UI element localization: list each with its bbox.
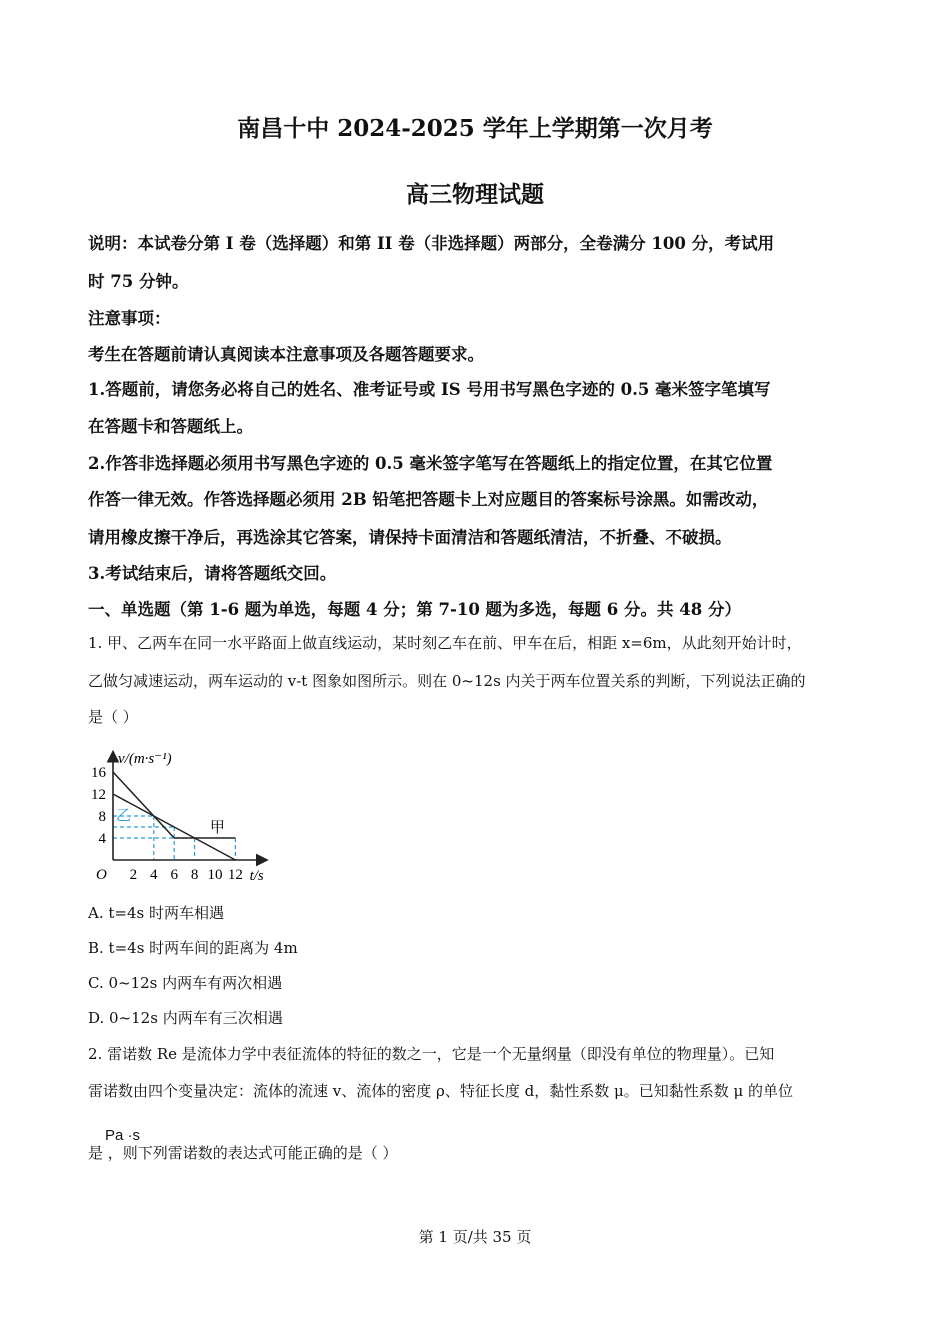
question-text: 乙做匀减速运动，两车运动的 v-t 图象如图所示。则在 0~12s 内关于两车位置关系的判断，下列说法正确的 — [88, 672, 806, 690]
y-axis-label: v/(m·s⁻¹) — [118, 751, 172, 767]
x-tick-label: 8 — [190, 867, 199, 883]
option-d: D. 0~12s 内两车有三次相遇 — [88, 1009, 283, 1027]
y-tick-label: 8 — [98, 809, 106, 825]
instruction-line: 3.考试结束后，请将答题纸交回。 — [88, 564, 337, 583]
series-label-yi: 乙 — [116, 808, 132, 824]
question-text: 是 ，则下列雷诺数的表达式可能正确的是（ ） — [88, 1144, 398, 1162]
instruction-line: 时 75 分钟。 — [88, 272, 189, 291]
y-tick-label: 4 — [98, 831, 106, 847]
page-title: 南昌十中 2024-2025 学年上学期第一次月考 — [237, 115, 713, 142]
x-axis-label: t/s — [249, 868, 264, 884]
x-tick-label: 6 — [170, 867, 178, 883]
instruction-line: 作答一律无效。作答选择题必须用 2B 铅笔把答题卡上对应题目的答案标号涂黑。如需改动， — [88, 490, 769, 509]
x-tick-label: 2 — [129, 867, 138, 883]
option-b: B. t=4s 时两车间的距离为 4m — [88, 939, 298, 957]
y-tick-label: 16 — [91, 765, 106, 781]
section-heading: 一、单选题（第 1-6 题为单选，每题 4 分；第 7-10 题为多选，每题 6 分。共 48 分） — [88, 600, 741, 619]
instruction-line: 请用橡皮擦干净后，再选涂其它答案，请保持卡面清洁和答题纸清洁，不折叠、不破损。 — [88, 528, 732, 547]
unit-fraction: Pa ·s — [105, 1127, 141, 1144]
question-text: 雷诺数由四个变量决定：流体的流速 v、流体的密度 ρ、特征长度 d，黏性系数 μ。已知黏性系数 μ 的单位 — [88, 1082, 794, 1100]
instruction-line: 在答题卡和答题纸上。 — [88, 417, 253, 436]
question-text: 是（ ） — [88, 708, 138, 726]
x-tick-label: 10 — [207, 867, 223, 883]
question-text: 1. 甲、乙两车在同一水平路面上做直线运动，某时刻乙车在前、甲车在后，相距 x=6m，从此刻开始计时， — [88, 634, 802, 652]
page-footer: 第 1 页/共 35 页 — [418, 1228, 532, 1246]
page-subtitle: 高三物理试题 — [406, 181, 544, 208]
vt-graph — [85, 738, 285, 890]
instruction-line: 说明：本试卷分第 I 卷（选择题）和第 II 卷（非选择题）两部分，全卷满分 100 分，考试用 — [88, 234, 775, 253]
notes-heading: 注意事项： — [88, 309, 171, 328]
instruction-line: 2.作答非选择题必须用书写黑色字迹的 0.5 毫米签字笔写在答题纸上的指定位置，在其它位置 — [88, 454, 773, 473]
instruction-line: 考生在答题前请认真阅读本注意事项及各题答题要求。 — [88, 345, 484, 364]
option-c: C. 0~12s 内两车有两次相遇 — [88, 974, 283, 992]
series-label-jia: 甲 — [209, 820, 225, 836]
instruction-line: 1.答题前，请您务必将自己的姓名、准考证号或 IS 号用书写黑色字迹的 0.5 毫米签字笔填写 — [88, 380, 771, 399]
y-tick-label: 12 — [91, 787, 106, 803]
origin-label: O — [96, 867, 107, 883]
question-text: 2. 雷诺数 Re 是流体力学中表征流体的特征的数之一，它是一个无量纲量（即没有单位的物理量）。已知 — [88, 1045, 775, 1063]
x-tick-label: 4 — [150, 867, 158, 883]
x-tick-label: 12 — [227, 867, 243, 883]
option-a: A. t=4s 时两车相遇 — [88, 904, 224, 922]
